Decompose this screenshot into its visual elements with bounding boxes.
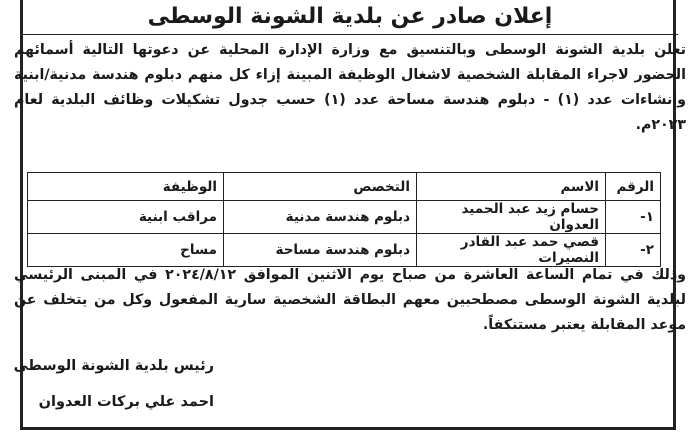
title-underline xyxy=(22,34,678,35)
table-header-row xyxy=(28,173,661,201)
announcement-title: إعلان صادر عن بلدية الشونة الوسطى xyxy=(147,4,553,29)
row-specialization: دبلوم هندسة مدنية xyxy=(224,201,417,234)
header-name: الاسم xyxy=(417,173,606,201)
row-job: مراقب ابنية xyxy=(28,201,224,234)
header-specialization: التخصص xyxy=(224,173,417,201)
signatory-name: احمد علي بركات العدوان xyxy=(38,394,214,410)
row-name: حسام زيد عبد الحميد العدوان xyxy=(417,201,606,234)
candidates-table xyxy=(27,172,661,267)
row-job: مساح xyxy=(28,234,224,267)
intro-paragraph: تعلن بلدية الشونة الوسطى وبالتنسيق مع وزارة الإدارة المحلية عن دعوتها التالية أسمائهم الحضور لاجراء المقابلة الشخصية لاشغال الوظيفة المبينة إزاء كل منهم دبلوم هندسة مدنية/ابنية وانشاءات عدد (١) - دبلوم هندسة مساحة عدد (١) حسب جدول تشكيلات وظائف البلدية لعام ٢٠٢٣م. xyxy=(14,42,686,133)
row-name: قصي حمد عبد القادر النصيرات xyxy=(417,234,606,267)
details-paragraph: وذلك في تمام الساعة العاشرة من صباح يوم الاثنين الموافق ٢٠٢٤/٨/١٢ في المبنى الرئيسي لبلدية الشونة الوسطى مصطحبين معهم البطاقة الشخصية سارية المفعول وكل من يتخلف عن موعد المقابلة يعتبر مستنكفاً. xyxy=(14,267,686,333)
table-row xyxy=(28,201,661,234)
signatory-position: رئيس بلدية الشونة الوسطى xyxy=(13,358,214,374)
row-specialization: دبلوم هندسة مساحة xyxy=(224,234,417,267)
header-job: الوظيفة xyxy=(28,173,224,201)
table-row xyxy=(28,234,661,267)
row-number: ١- xyxy=(606,201,661,234)
row-number: ٢- xyxy=(606,234,661,267)
header-number: الرقم xyxy=(606,173,661,201)
